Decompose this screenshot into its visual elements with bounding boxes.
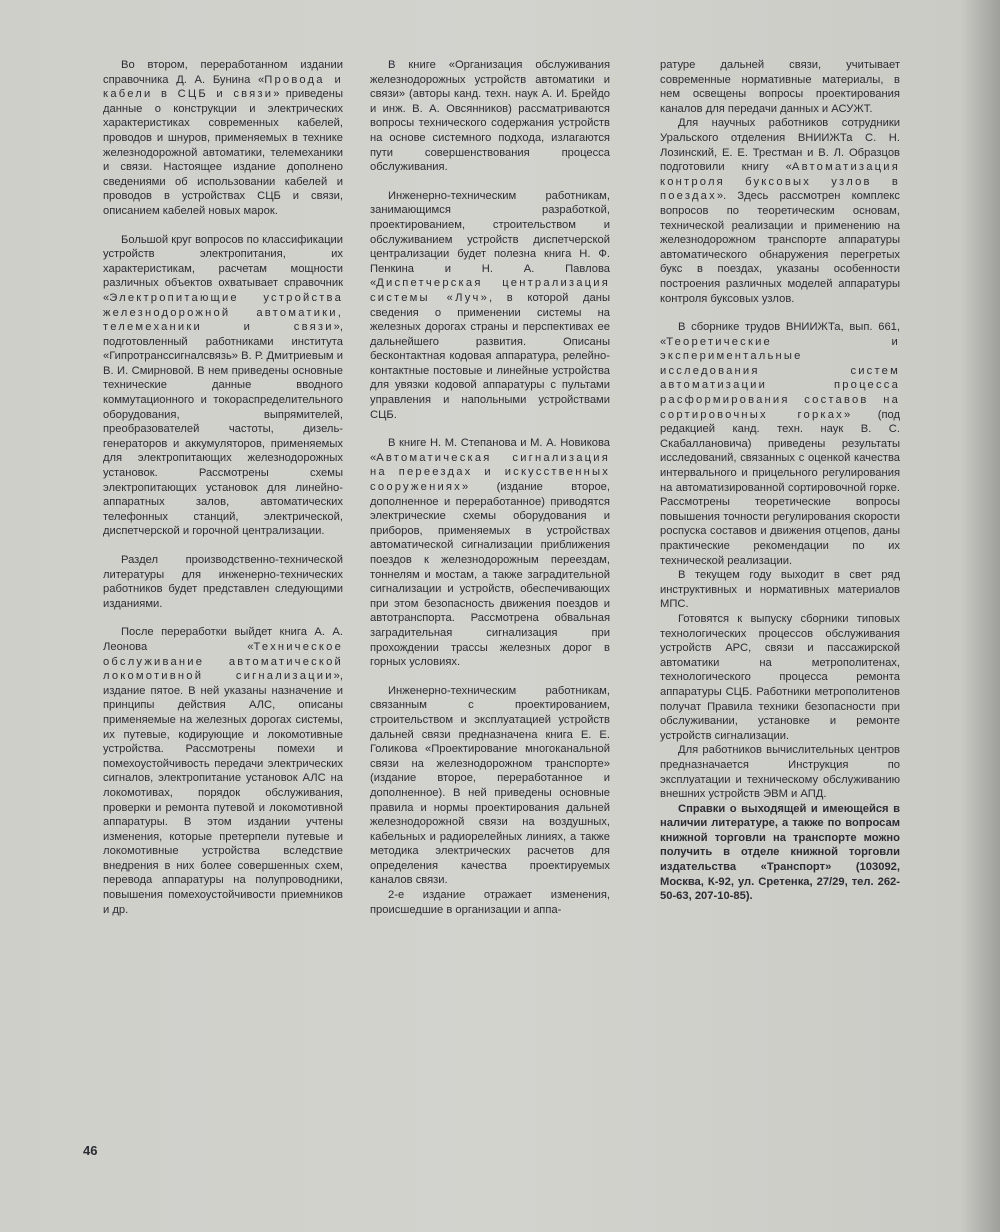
text-run: После переработки выйдет книга А. А. Леонова « xyxy=(103,626,343,653)
text-run: Большой круг вопросов по классификации устройств электропитания, их характеристикам, расчетам мощности различных объектов охватывает справочник « xyxy=(103,233,343,304)
text-run: » приведены данные о конструкции и электрических характеристиках современных кабелей, проводов и шнуров, применяемых в технике железнодорожной автоматики, телемеханики и связи. Настоящее издание дополнено сведениями об использовании кабелей и проводов в устройствах СЦБ и связи, описанием кабелей новых марок. xyxy=(103,88,343,217)
text-run: ратуре дальней связи, учитывает современные нормативные материалы, в нем освещены вопросы проектирования каналов для передачи данных и АСУЖТ. xyxy=(660,59,900,115)
text-run: В сборнике трудов ВНИИЖТа, вып. 661, « xyxy=(660,321,900,348)
paragraph-gap xyxy=(103,539,343,553)
paragraph-gap xyxy=(370,175,610,189)
spaced-title: Автоматическая сигнализация на переездах и искусственных сооружениях xyxy=(370,451,610,494)
paragraph xyxy=(660,612,900,743)
text-run: Для научных работников сотрудники Уральского отделения ВНИИЖТа С. Н. Лозинский, Е. Е. Трестман и В. Л. Образцов подготовили книгу « xyxy=(660,117,900,174)
text-column-right xyxy=(660,58,900,904)
paragraph xyxy=(660,743,900,801)
spaced-title: Техническое обслуживание автоматической локомотивной сигнализации xyxy=(103,640,343,683)
text-run: Во втором, переработанном издании справочника Д. А. Бунина « xyxy=(103,59,343,86)
paragraph-gap xyxy=(660,306,900,320)
paragraph xyxy=(660,320,900,568)
paragraph xyxy=(103,58,343,219)
paragraph xyxy=(103,553,343,611)
text-run: » (под редакцией канд. техн. наук В. С. Скабаллановича) приведены результаты исследований, связанных с оценкой качества интервального и прицельного регулирования на автоматизированной сортировочной горке. Рассмотрены теоретические вопросы повышения точности регулирования скорости роспуска составов и движения отцепов, даны практические рекомендации по их технической реализации. xyxy=(660,408,901,567)
text-column-middle xyxy=(370,58,610,917)
paragraph xyxy=(370,189,610,423)
text-run: Для работников вычислительных центров предназначается Инструкция по эксплуатации и техническому обслуживанию внешних устройств ЭВМ и АПД. xyxy=(660,744,900,801)
text-run: » (издание второе, дополненное и переработанное) приводятся электрические схемы оборудования и приборов, применяемых в устройствах автоматической сигнализации приближения поездов к железнодорожным переездам, тоннелям и мостам, а также заградительной сигнализации и устройств, обеспечивающих при этом безопасность движения поездов и автотранспорта. Рассмотрена обвальная заградительная сигнализация при прохождении трассы железных дорог в горных условиях. xyxy=(370,481,610,669)
paragraph xyxy=(660,568,900,612)
spaced-title: Электропитающие устройства железнодорожной автоматики, телемеханики и связи xyxy=(103,291,343,334)
text-column-left xyxy=(103,58,343,917)
spaced-title: Диспетчерская централизация системы «Луч» xyxy=(370,277,610,304)
text-run: », издание пятое. В ней указаны назначение и принципы действия АЛС, описаны применяемые на железных дорогах системы, их путевые, кодирующие и локомотивные устройства. Рассмотрены помехи и помехоустойчивость передачи электрических сигналов, электропитание установок АЛС на локомотивах, порядок обслуживания, проверки и ремонта путевой и локомотивной аппаратуры. В этом издании учтены изменения, которые претерпели путевые и локомотивные устройства вследствие внедрения в них более совершенных схем, перевода аппаратуры на полупроводники, повышения помехоустойчивости приемников и др. xyxy=(103,670,343,916)
paragraph-gap xyxy=(370,422,610,436)
page-number: 46 xyxy=(83,1143,98,1158)
text-run: Готовятся к выпуску сборники типовых технологических процессов обслуживания устройств АРС, связи и пассажирской автоматики на метрополитенах, технологического процесса ремонта аппаратуры СЦБ. Работники метрополитенов получат Правила техники безопасности при обслуживании, установке и ремонте устройств сигнализации. xyxy=(660,612,900,742)
text-run: ». Здесь рассмотрен комплекс вопросов по теоретическим основам, технической реализации и применению на железнодорожном транспорте аппаратуры автоматического обнаружения перегретых букс в поездах, указаны особенности построения различных моделей аппаратуры контроля буксовых узлов. xyxy=(660,190,900,305)
spaced-title: Теоретические и экспериментальные исследования систем автоматизации процесса расформирования составов на сортировочных горках xyxy=(660,335,900,421)
paragraph xyxy=(103,233,343,539)
text-run: , в которой даны сведения о применении системы на железных дорогах страны и перспективах ее дальнейшего развития. Описаны бесконтактная кодовая аппаратура, релейно-контактные постовые и линейные устройства для увязки кодовой аппаратуры с пультами управления и напольными устройствами СЦБ. xyxy=(370,291,610,421)
text-run: 2-е издание отражает изменения, происшедшие в организации и аппа- xyxy=(370,889,610,916)
paragraph xyxy=(660,58,900,116)
paragraph xyxy=(370,436,610,670)
text-run: », подготовленный работниками института «Гипротранссигналсвязь» В. Р. Дмитриевым и В. И. Смирновой. В нем приведены основные технические данные вводного коммутационного и токораспределительного оборудования, выпрямителей, преобразователей частоты, дизель-генераторов и аккумуляторов, применяемых для электропитающих железнодорожных установок. Рассмотрены схемы электропитающих установок для линейно-аппаратных залов, автоматических телефонных станций, электрической, диспетчерской и горочной централизации. xyxy=(103,321,343,538)
paragraph xyxy=(370,58,610,175)
paragraph-gap xyxy=(103,611,343,625)
text-run: Инженерно-техническим работникам, занимающимся разработкой, проектированием, строительством и обслуживанием устройств диспетчерской централизации будет полезна книга Н. Ф. Пенкина и Н. А. Павлова « xyxy=(370,189,610,290)
bold-text: Справки о выходящей и имеющейся в наличии литературе, а также по вопросам книжной торговли на транспорте можно получить в отделе книжной торговли издательства «Транспорт» (103092, Москва, К-92, ул. Сретенка, 27/29, тел. 262-50-63, 207-10-85). xyxy=(660,802,900,903)
text-run: Раздел производственно-технической литературы для инженерно-технических работников будет представлен следующими изданиями. xyxy=(103,554,343,610)
text-run: В текущем году выходит в свет ряд инструктивных и нормативных материалов МПС. xyxy=(660,569,900,611)
paragraph xyxy=(660,802,900,904)
text-run: В книге «Организация обслуживания железнодорожных устройств автоматики и связи» (авторы канд. техн. наук А. И. Брейдо и инж. В. А. Овсянников) рассматриваются вопросы технического содержания устройств на основе системного подхода, излагаются пути совершенствования процесса обслуживания. xyxy=(370,59,610,174)
paragraph-gap xyxy=(370,670,610,684)
paragraph xyxy=(660,116,900,306)
paragraph xyxy=(103,625,343,917)
text-run: Инженерно-техническим работникам, связанным с проектированием, строительством и эксплуатацией устройств дальней связи предназначена книга Е. Е. Голикова «Проектирование многоканальной связи на железнодорожном транспорте» (издание второе, переработанное и дополненное). В ней приведены основные правила и нормы проектирования дальней железнодорожной связи на воздушных, кабельных и радиорелейных линиях, а также методика электрических расчетов для определения качества проектируемых каналов связи. xyxy=(370,684,610,887)
paragraph xyxy=(370,684,610,888)
paragraph xyxy=(370,888,610,917)
text-run: В книге Н. М. Степанова и М. А. Новикова « xyxy=(370,437,610,464)
spaced-title: Автоматизация контроля буксовых узлов в поездах xyxy=(660,161,900,203)
paragraph-gap xyxy=(103,219,343,233)
spaced-title: Провода и кабели в СЦБ и связи xyxy=(103,73,344,101)
